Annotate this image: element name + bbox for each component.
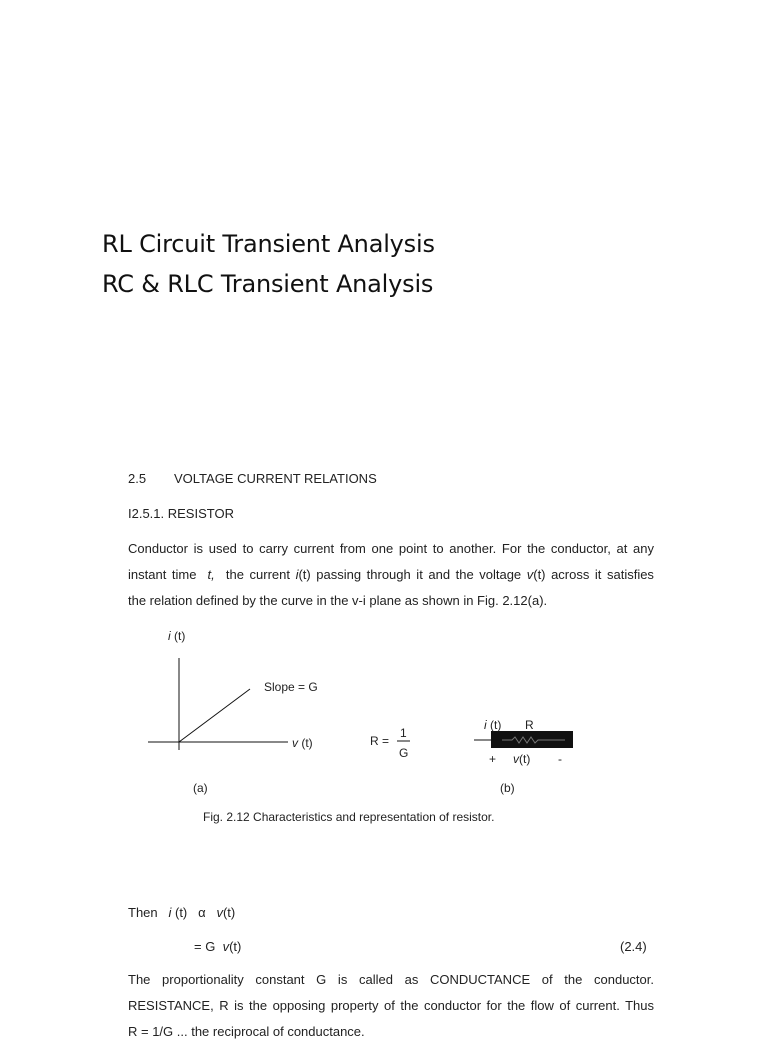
resistor-plus: +	[489, 752, 497, 766]
paragraph-conductor	[128, 536, 654, 614]
figure-caption: Fig. 2.12 Characteristics and representation of resistor.	[203, 810, 495, 824]
resistance-formula	[370, 726, 410, 760]
equation-v: v	[222, 939, 230, 954]
equation-conductance	[194, 939, 241, 954]
section-heading	[128, 471, 377, 486]
figure-resistor	[0, 620, 768, 820]
equation-equals-g: = G	[194, 939, 216, 954]
text-fragment: instant time	[128, 567, 197, 582]
formula-denominator: G	[399, 746, 409, 760]
title-rc-rlc: RC & RLC Transient Analysis	[102, 270, 434, 298]
paragraph-line: R = 1/G ... the reciprocal of conductance.	[128, 1024, 365, 1039]
equation-proportional	[128, 905, 235, 920]
italic-i: i	[295, 567, 299, 582]
slope-line	[179, 689, 250, 742]
paragraph-line: the relation defined by the curve in the v-i plane as shown in Fig. 2.12(a).	[128, 593, 548, 608]
resistor-voltage-label: v(t)	[513, 752, 531, 766]
italic-t: t,	[207, 567, 215, 582]
slope-label: Slope = G	[264, 680, 318, 694]
resistor-current-label: i (t)	[484, 718, 502, 732]
subsection-heading: I2.5.1. RESISTOR	[128, 506, 234, 521]
italic-v: v	[526, 567, 534, 582]
resistor-r-label: R	[525, 718, 534, 732]
paragraph-line	[128, 562, 654, 588]
paragraph-line: RESISTANCE, R is the opposing property of the conductor for the flow of current. Thus	[128, 998, 654, 1013]
resistor-symbol	[474, 718, 573, 795]
vi-graph	[148, 629, 318, 795]
text-fragment: (t) passing through it and the voltage	[298, 567, 522, 582]
text-fragment: the current	[225, 567, 290, 582]
equation-then: Then	[128, 905, 158, 920]
equation-t: (t)	[229, 939, 242, 954]
equation-proportional-symbol: α	[198, 905, 206, 920]
y-axis-label: i (t)	[168, 629, 186, 643]
equation-i: i	[168, 905, 172, 920]
paragraph-line: The proportionality constant G is called as CONDUCTANCE of the conductor.	[128, 972, 654, 987]
equation-t: (t)	[171, 905, 188, 920]
formula-lhs: R =	[370, 734, 390, 748]
x-axis-label: v (t)	[292, 736, 313, 750]
paragraph-line: Conductor is used to carry current from one point to another. For the conductor, at any	[128, 541, 654, 556]
section-title: VOLTAGE CURRENT RELATIONS	[174, 471, 377, 486]
section-number: 2.5	[128, 471, 147, 486]
resistor-minus: -	[558, 752, 562, 766]
formula-numerator: 1	[400, 726, 407, 740]
paragraph-conductance	[128, 967, 654, 1045]
title-rl-circuit: RL Circuit Transient Analysis	[102, 230, 435, 258]
text-fragment: (t) across it satisfies	[533, 567, 654, 582]
equation-t: (t)	[222, 905, 236, 920]
equation-number: (2.4)	[620, 939, 647, 954]
label-a: (a)	[193, 781, 208, 795]
equation-v: v	[216, 905, 223, 920]
label-b: (b)	[500, 781, 515, 795]
